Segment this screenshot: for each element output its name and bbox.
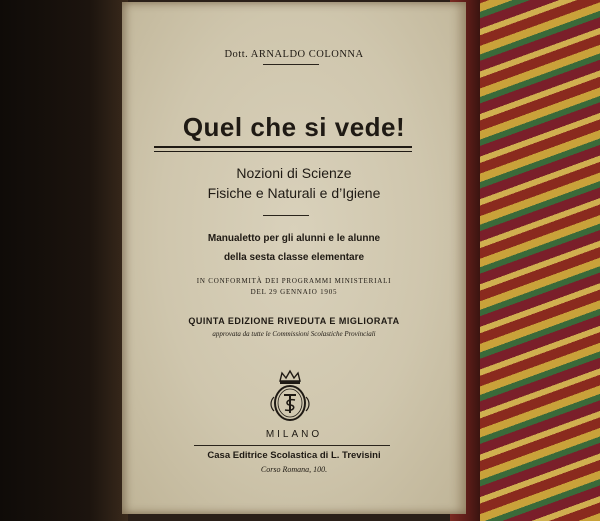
author-name: Dott. ARNALDO COLONNA <box>224 49 364 60</box>
publisher-city: MILANO <box>265 429 323 440</box>
approval-note: approvata da tutte le Commissioni Scolastiche Provinciali <box>212 330 376 338</box>
author-rule <box>263 64 319 65</box>
section-rule <box>263 215 309 216</box>
background-left <box>0 0 128 521</box>
description-line-1: Manualetto per gli alunni e le alunne <box>207 233 381 244</box>
publisher-address: Corso Romana, 100. <box>260 465 328 474</box>
title-rule-thin <box>154 151 412 152</box>
conformity-line-2: DEL 29 GENNAIO 1905 <box>250 288 338 296</box>
title-rule-thick <box>154 146 412 148</box>
description-line-2: della sesta classe elementare <box>223 252 365 263</box>
conformity-line-1: IN CONFORMITÀ DEI PROGRAMMI MINISTERIALI <box>196 277 392 285</box>
publisher-name: Casa Editrice Scolastica di L. Trevisini <box>207 450 381 461</box>
subtitle-line-2: Fisiche e Naturali e d’Igiene <box>207 185 381 201</box>
subtitle-line-1: Nozioni di Scienze <box>236 165 352 181</box>
city-rule <box>194 445 390 446</box>
title-page <box>122 2 466 514</box>
edition-label: QUINTA EDIZIONE RIVEDUTA E MIGLIORATA <box>188 316 400 326</box>
crowned-monogram-emblem-icon <box>268 367 312 423</box>
book-title: Quel che si vede! <box>182 112 406 142</box>
background-fabric <box>460 0 600 521</box>
